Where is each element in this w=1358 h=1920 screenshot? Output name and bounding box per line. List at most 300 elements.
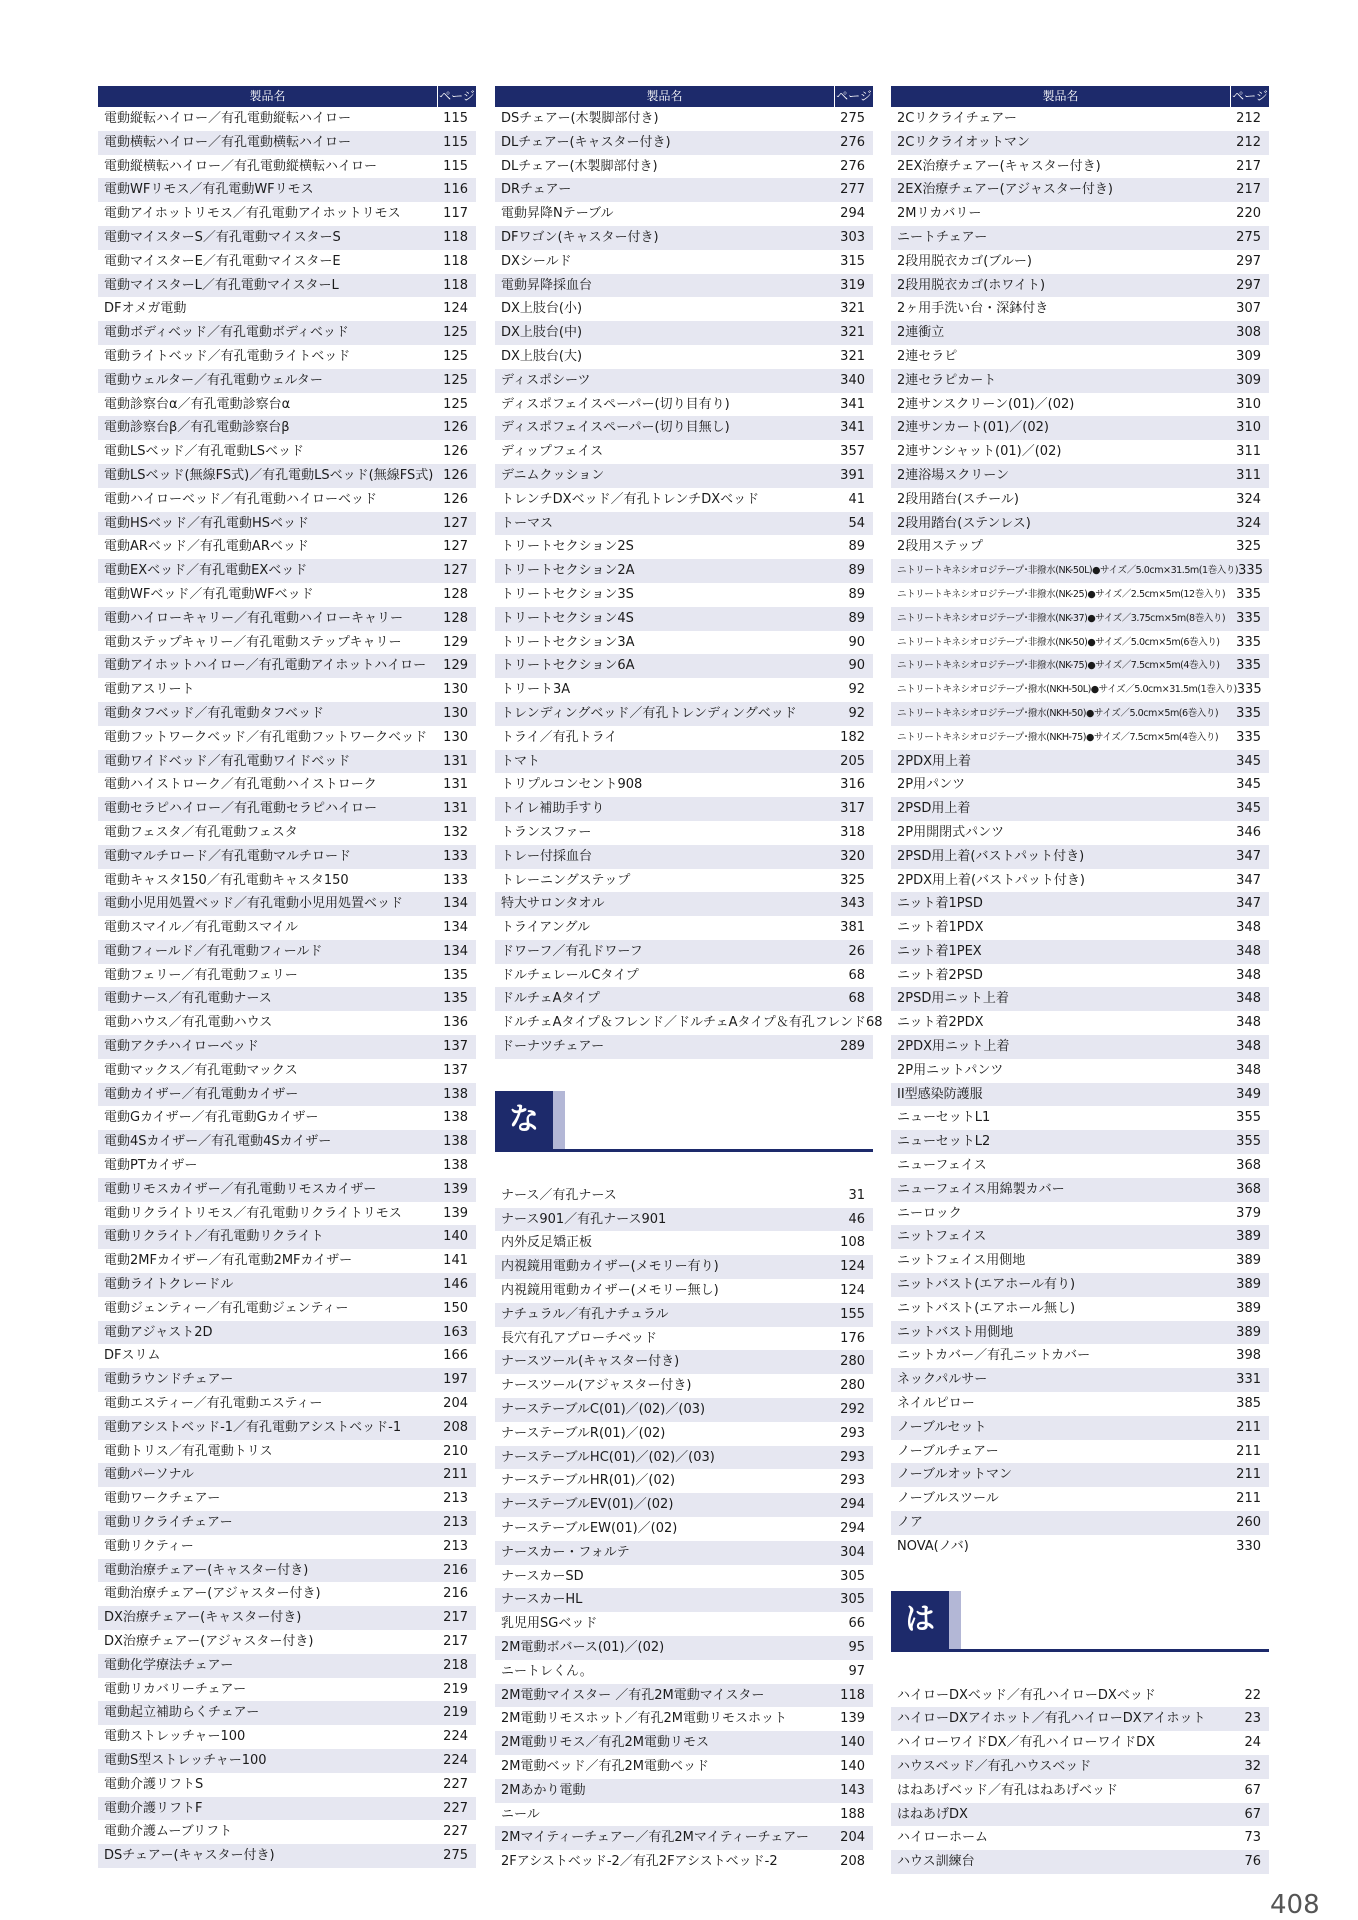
product-name: ハイローワイドDX／有孔ハイローワイドDX [897,1735,1156,1751]
page-ref: 132 [443,824,468,840]
product-name: 電動フェスタ／有孔電動フェスタ [104,824,298,840]
product-name: 2M電動リモスホット／有孔2M電動リモスホット [501,1711,787,1727]
page-ref: 95 [848,1640,865,1656]
product-name: 電動ステップキャリー／有孔電動ステップキャリー [104,634,402,650]
index-row [495,1517,873,1541]
page-ref: 117 [443,206,468,222]
page-ref: 127 [443,563,468,579]
product-name: ナースツール(アジャスター付き) [501,1378,692,1394]
index-row [98,1178,476,1202]
page-ref: 348 [1236,1062,1261,1078]
product-name: ハイローDXベッド／有孔ハイローDXベッド [897,1687,1156,1703]
page-ref: 138 [443,1110,468,1126]
page-ref: 68 [866,1015,883,1031]
index-row [891,1059,1269,1083]
index-row [495,345,873,369]
product-name: トイレ補助手すり [501,801,605,817]
header-page: ページ [836,89,872,103]
index-row [891,654,1269,678]
product-name: 2ヶ用手洗い台・深鉢付き [897,301,1049,317]
index-row [495,226,873,250]
page-ref: 321 [840,325,865,341]
page-ref: 224 [443,1729,468,1745]
product-name: DX上肢台(中) [501,325,583,341]
index-row [495,1731,873,1755]
page-ref: 330 [1236,1538,1261,1554]
product-name: トリート3A [501,682,571,698]
product-name: 電動ナース／有孔電動ナース [104,991,272,1007]
product-name: 電動ライトベッド／有孔電動ライトベッド [104,348,351,364]
product-name: トレーニングステップ [501,872,631,888]
product-name: 電動LSベッド／有孔電動LSベッド [104,444,304,460]
index-row [98,1249,476,1273]
product-name: ニトリートキネシオロジテープ･非撥水(NK-75)●サイズ／7.5cm×5m(4巻入り) [897,660,1220,672]
page-ref: 131 [443,801,468,817]
product-name: 電動マイスターL／有孔電動マイスターL [104,277,339,293]
product-name: 電動タフベッド／有孔電動タフベッド [104,705,324,721]
page-ref: 182 [840,729,865,745]
index-row [98,1416,476,1440]
product-name: ニーロック [897,1205,962,1221]
index-row [891,583,1269,607]
product-name: トリートセクション2A [501,563,635,579]
index-row [98,178,476,202]
product-name: 電動昇降採血台 [501,277,593,293]
index-row [98,1083,476,1107]
index-row [98,1273,476,1297]
index-row [98,107,476,131]
page-ref: 303 [840,229,865,245]
product-name: 電動ハイローベッド／有孔電動ハイローベッド [104,491,378,507]
index-row [495,987,873,1011]
index-row [98,1606,476,1630]
page-ref: 213 [443,1538,468,1554]
page-ref: 335 [1236,682,1262,698]
product-name: 2EX治療チェアー(アジャスター付き) [897,182,1113,198]
page-ref: 22 [1244,1687,1261,1703]
product-name: ノア [897,1515,924,1531]
product-name: 電動治療チェアー(アジャスター付き) [104,1586,321,1602]
product-name: 2PSD用ニット上着 [897,991,1009,1007]
page-ref: 137 [443,1062,468,1078]
page-ref: 317 [840,801,865,817]
product-name: 電動4Sカイザー／有孔電動4Sカイザー [104,1134,332,1150]
index-row [891,1850,1269,1874]
index-row [891,1416,1269,1440]
product-name: DFスリム [104,1348,161,1364]
page-ref: 341 [840,396,865,412]
index-row [891,559,1269,583]
product-name: DFオメガ電動 [104,301,187,317]
index-row [495,202,873,226]
product-name: ディスポフェイスペーパー(切り目無し) [501,420,730,436]
product-name: ニットフェイス用側地 [897,1253,1026,1269]
index-row [891,226,1269,250]
page-ref: 335 [1236,705,1261,721]
product-name: 電動昇降Nテーブル [501,206,614,222]
page-ref: 379 [1236,1205,1261,1221]
index-row [891,702,1269,726]
product-name: 電動ラウンドチェアー [104,1372,234,1388]
page-ref: 134 [443,896,468,912]
product-name: 2Cリクライオットマン [897,134,1030,150]
product-name: ニューフェイス用綿製カバー [897,1181,1065,1197]
index-row [891,464,1269,488]
page-ref: 260 [1236,1515,1261,1531]
product-name: 電動Gカイザー／有孔電動Gカイザー [104,1110,319,1126]
product-name: 電動ジェンティー／有孔電動ジェンティー [104,1300,349,1316]
index-column-1 [98,86,476,1868]
product-name: デニムクッション [501,467,605,483]
product-name: DX治療チェアー(キャスター付き) [104,1610,302,1626]
page-ref: 127 [443,539,468,555]
product-name: DFワゴン(キャスター付き) [501,229,659,245]
page-ref: 335 [1238,563,1263,579]
index-row [891,726,1269,750]
product-name: 電動アスリート [104,682,195,698]
page-ref: 345 [1236,801,1261,817]
index-row [98,559,476,583]
index-row [98,1511,476,1535]
index-row [891,1273,1269,1297]
page-ref: 315 [840,253,865,269]
index-row [98,1654,476,1678]
index-row [891,1779,1269,1803]
page-ref: 355 [1236,1110,1261,1126]
product-name: 2連サンスクリーン(01)／(02) [897,396,1075,412]
page-ref: 211 [1236,1467,1261,1483]
page-ref: 133 [443,872,468,888]
page-ref: 311 [1236,467,1261,483]
product-name: 2Fアシストベッド-2／有孔2Fアシストベッド-2 [501,1854,778,1870]
index-row [98,678,476,702]
page-ref: 381 [840,920,865,936]
index-row [891,869,1269,893]
index-row [891,345,1269,369]
page-ref: 347 [1236,848,1261,864]
product-name: ナースカー・フォルテ [501,1544,630,1560]
index-row [495,297,873,321]
index-row [98,1392,476,1416]
index-row [98,464,476,488]
page-ref: 92 [848,705,865,721]
product-name: ニューセットL1 [897,1110,991,1126]
product-name: ニトリートキネシオロジテープ･非撥水(NK-50)●サイズ／5.0cm×5m(6巻入り) [897,636,1220,648]
page-ref: 389 [1236,1277,1261,1293]
section-accent [553,1091,565,1149]
page-ref: 205 [840,753,865,769]
product-name: DX上肢台(小) [501,301,583,317]
page-ref: 31 [848,1187,865,1203]
product-name: トリートセクション3A [501,634,635,650]
index-row [98,1487,476,1511]
index-row [98,226,476,250]
header-product-name: 製品名 [891,86,1231,107]
index-row [891,1826,1269,1850]
index-row [495,1350,873,1374]
product-name: 電動アイホットハイロー／有孔電動アイホットハイロー [104,658,427,674]
page-ref: 90 [848,634,865,650]
index-row [98,702,476,726]
page-ref: 134 [443,943,468,959]
product-name: 2連サンカート(01)／(02) [897,420,1049,436]
index-row [98,369,476,393]
product-name: 電動ハイストローク／有孔電動ハイストローク [104,777,377,793]
product-name: ニット着2PSD [897,967,983,983]
page-ref: 341 [840,420,865,436]
index-row [98,1011,476,1035]
page-ref: 213 [443,1491,468,1507]
index-row [891,1535,1269,1559]
page-ref: 125 [443,348,468,364]
index-row [98,964,476,988]
page-ref: 292 [840,1402,865,1418]
product-name: 2段用脱衣カゴ(ホワイト) [897,277,1046,293]
section-letter: な [495,1091,553,1149]
index-row [495,631,873,655]
page-ref: 131 [443,777,468,793]
index-row [98,1130,476,1154]
index-row [495,892,873,916]
page-ref: 67 [1244,1806,1261,1822]
index-row [891,1392,1269,1416]
index-column-2 [495,86,883,1874]
product-name: ニットバスト用側地 [897,1324,1014,1340]
page-ref: 309 [1236,348,1261,364]
page-ref: 307 [1236,301,1261,317]
product-name: ニット着1PSD [897,896,983,912]
product-name: 電動ワイドベッド／有孔電動ワイドベッド [104,753,351,769]
index-row [891,250,1269,274]
product-name: ニット着2PDX [897,1015,984,1031]
page-ref: 293 [840,1473,865,1489]
product-name: ハウス訓練台 [897,1854,975,1870]
page-ref: 134 [443,920,468,936]
page-ref: 136 [443,1015,468,1031]
page-ref: 139 [443,1181,468,1197]
product-name: 乳児用SGベッド [501,1616,598,1632]
page-ref: 297 [1236,277,1261,293]
index-row [495,1779,873,1803]
product-name: ニトリートキネシオロジテープ･非撥水(NK-25)●サイズ／2.5cm×5m(12巻入り) [897,588,1226,600]
product-name: トリートセクション2S [501,539,634,555]
page-ref: 389 [1236,1324,1261,1340]
product-name: トライアングル [501,920,591,936]
index-row [495,1035,873,1059]
product-name: 電動アイホットリモス／有孔電動アイホットリモス [104,206,401,222]
product-name: ニートレくん。 [501,1663,593,1679]
product-name: ノーブルオットマン [897,1467,1013,1483]
page-ref: 325 [840,872,865,888]
index-row [891,964,1269,988]
header-page: ページ [439,89,475,103]
page-ref: 89 [848,563,865,579]
section-letter: は [891,1591,949,1649]
page-ref: 216 [443,1562,468,1578]
product-name: ドワーフ／有孔ドワーフ [501,943,643,959]
index-row [495,1755,873,1779]
page-ref: 73 [1244,1830,1261,1846]
section-heading-ha [891,1591,1269,1652]
product-name: 電動WFベッド／有孔電動WFベッド [104,586,314,602]
page-ref: 227 [443,1824,468,1840]
page-ref: 139 [840,1711,865,1727]
product-name: ニット着1PEX [897,943,982,959]
index-row [891,488,1269,512]
page-ref: 216 [443,1586,468,1602]
index-row [495,1660,873,1684]
page-ref: 135 [443,967,468,983]
product-name: 電動トリス／有孔電動トリス [104,1443,273,1459]
product-name: ドーナツチェアー [501,1039,605,1055]
index-row [495,583,873,607]
product-name: 2PDX用上着 [897,753,972,769]
page-ref: 289 [840,1039,865,1055]
page-ref: 124 [840,1283,865,1299]
index-row [495,1446,873,1470]
page-ref: 140 [840,1759,865,1774]
page-ref: 275 [840,111,865,126]
product-name: ナースツール(キャスター付き) [501,1354,680,1370]
index-row [495,1493,873,1517]
page-ref: 54 [848,515,865,531]
index-row [495,1707,873,1731]
product-name: 電動ハイローキャリー／有孔電動ハイローキャリー [104,610,404,626]
index-row [891,987,1269,1011]
page-ref: 217 [1236,182,1261,198]
page-ref: 118 [443,253,468,269]
page-ref: 130 [443,729,468,745]
index-row [495,440,873,464]
page-ref: 143 [840,1782,865,1798]
product-name: 電動縦横転ハイロー／有孔電動縦横転ハイロー [104,158,378,174]
product-name: DXシールド [501,253,572,269]
index-row [891,1225,1269,1249]
page-ref: 305 [840,1592,865,1608]
page-ref: 304 [840,1544,865,1560]
product-name: ナース901／有孔ナース901 [501,1211,667,1227]
page-ref: 275 [443,1848,468,1864]
page-ref: 89 [848,539,865,555]
product-name: 2M電動リモス／有孔2M電動リモス [501,1735,709,1751]
page-ref: 348 [1236,920,1261,936]
product-name: 2Mリカバリー [897,206,982,222]
index-row [891,821,1269,845]
page-ref: 319 [840,277,865,293]
section-accent [949,1591,961,1649]
index-row [495,797,873,821]
index-row [891,155,1269,179]
page-ref: 126 [443,420,468,436]
product-name: 2PSD用上着(バストパット付き) [897,848,1085,864]
index-row [495,1011,883,1035]
product-name: ディスポフェイスペーパー(切り目有り) [501,396,730,412]
page-ref: 368 [1236,1181,1261,1197]
page-ref: 126 [443,467,468,483]
product-name: 電動アジャスト2D [104,1324,213,1340]
index-row [98,1035,476,1059]
product-name: DX上肢台(大) [501,348,583,364]
page-ref: 305 [840,1568,865,1584]
product-name: 電動マルチロード／有孔電動マルチロード [104,848,352,864]
index-row [98,345,476,369]
product-name: ディスポシーツ [501,372,591,388]
page-ref: 211 [1236,1419,1261,1435]
index-row [891,1249,1269,1273]
page-ref: 217 [443,1610,468,1626]
page-ref: 116 [443,182,468,198]
index-row [495,1184,873,1208]
index-row [98,987,476,1011]
page-ref: 139 [443,1205,468,1221]
index-row [891,1803,1269,1827]
index-row [891,750,1269,774]
product-name: 電動リクライト／有孔電動リクライト [104,1229,324,1245]
index-row [495,702,873,726]
index-row [98,155,476,179]
index-row [495,1231,873,1255]
product-name: ディップフェイス [501,444,604,460]
index-row [98,297,476,321]
page-ref: 26 [848,943,865,959]
index-row [891,916,1269,940]
product-name: ニール [501,1806,540,1822]
index-row [495,1565,873,1589]
page-ref: 331 [1236,1372,1261,1388]
index-row [98,821,476,845]
index-row [495,1374,873,1398]
product-name: ノーブルスツール [897,1491,999,1507]
page-ref: 355 [1236,1134,1261,1150]
product-name: ナースカーSD [501,1568,584,1584]
page-ref: 176 [840,1330,865,1346]
product-name: ニットバスト(エアホール無し) [897,1300,1076,1316]
index-row [98,131,476,155]
table-header [98,86,476,107]
product-name: 電動パーソナル [104,1467,194,1483]
index-row [98,750,476,774]
product-name: トレンチDXベッド／有孔トレンチDXベッド [501,491,760,507]
page-ref: 213 [443,1515,468,1531]
index-row [98,1106,476,1130]
index-row [891,178,1269,202]
page-ref: 24 [1244,1735,1261,1751]
product-name: 電動化学療法チェアー [104,1657,234,1673]
product-name: ニットバスト(エアホール有り) [897,1277,1076,1293]
index-row [891,892,1269,916]
product-name: II型感染防護服 [897,1086,983,1102]
page-ref: 155 [840,1306,865,1322]
product-name: 電動キャスタ150／有孔電動キャスタ150 [104,872,349,888]
page-ref: 118 [443,277,468,293]
index-row [495,1636,873,1660]
section-heading-na [495,1091,873,1152]
product-name: 電動ボディベッド／有孔電動ボディベッド [104,325,349,341]
page-ref: 219 [443,1681,468,1697]
product-name: 電動フィールド／有孔電動フィールド [104,943,323,959]
page-ref: 89 [848,586,865,602]
product-name: 2段用ステップ [897,539,984,555]
page-ref: 127 [443,515,468,531]
page-ref: 92 [848,682,865,698]
product-name: 電動縦転ハイロー／有孔電動縦転ハイロー [104,111,352,126]
index-row [495,1303,873,1327]
index-row [495,916,873,940]
product-name: 電動マイスターS／有孔電動マイスターS [104,229,341,245]
page-ref: 23 [1244,1711,1261,1727]
page-ref: 146 [443,1277,468,1293]
index-row [98,535,476,559]
